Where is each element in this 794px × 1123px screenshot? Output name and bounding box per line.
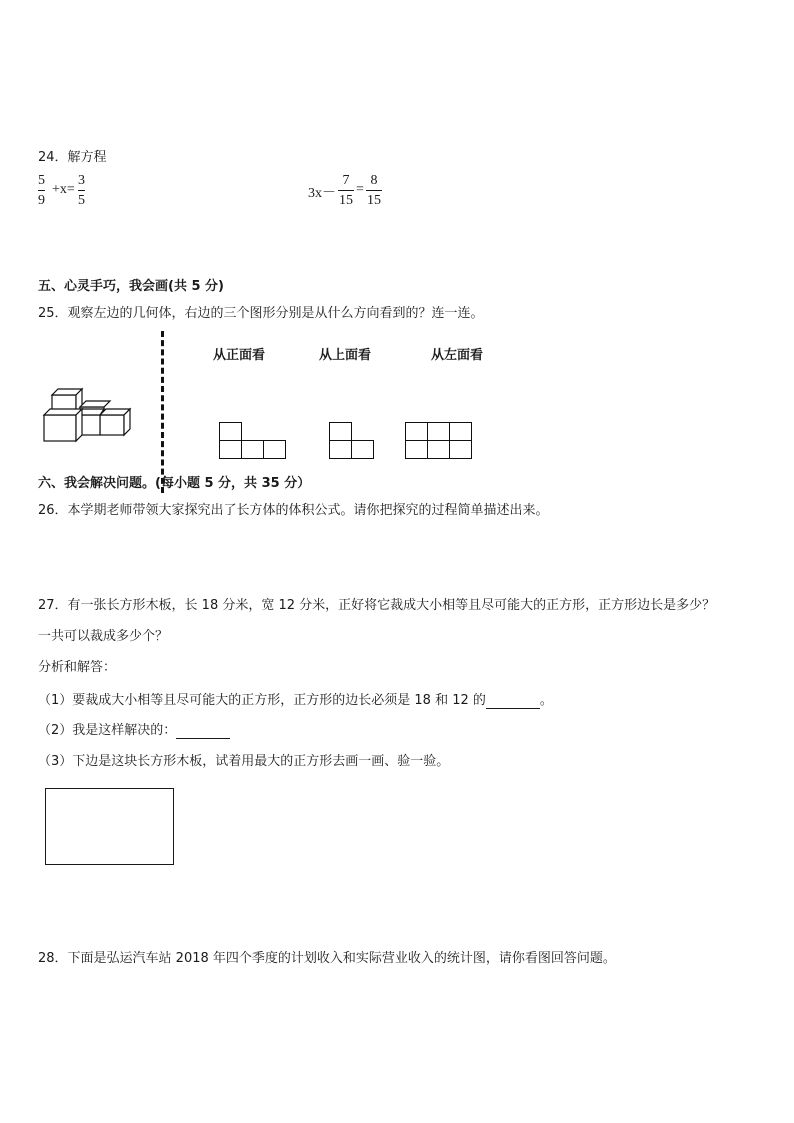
q27-line2: 一共可以裁成多少个？ <box>38 629 169 644</box>
fraction: 5 9 <box>38 173 45 208</box>
view-label-front: 从正面看 <box>213 348 266 363</box>
q24-title: 24．解方程 <box>38 150 107 165</box>
equation-operator: = <box>356 182 364 197</box>
q27-step2: （2）我是这样解决的： <box>38 719 230 739</box>
answer-blank[interactable] <box>176 723 230 739</box>
q25-title: 25．观察左边的几何体，右边的三个图形分别是从什么方向看到的？连一连。 <box>38 306 484 321</box>
equation-operator: +x= <box>52 182 75 197</box>
view-shape-1 <box>219 422 289 462</box>
section-5-heading: 五、心灵手巧，我会画(共 5 分) <box>38 279 224 294</box>
view-label-top: 从上面看 <box>319 348 372 363</box>
view-label-left: 从左面看 <box>431 348 484 363</box>
fraction: 3 5 <box>78 173 85 208</box>
cube-solid-figure <box>40 385 140 445</box>
q28-title: 28．下面是弘运汽车站 2018 年四个季度的计划收入和实际营业收入的统计图，请你看图回答问题。 <box>38 951 616 966</box>
fraction: 8 15 <box>367 173 381 208</box>
fraction: 7 15 <box>339 173 353 208</box>
q27-line1: 27．有一张长方形木板，长 18 分米，宽 12 分米，正好将它裁成大小相等且尽可能大的正方形，正方形边长是多少？ <box>38 598 716 613</box>
section-6-heading: 六、我会解决问题。(每小题 5 分，共 35 分） <box>38 476 311 491</box>
q26-title: 26．本学期老师带领大家探究出了长方体的体积公式。请你把探究的过程简单描述出来。 <box>38 503 549 518</box>
q27-analysis-label: 分析和解答： <box>38 660 117 675</box>
q27-step1: （1）要裁成大小相等且尽可能大的正方形，正方形的边长必须是 18 和 12 的 。 <box>38 693 553 708</box>
view-shape-2 <box>329 422 379 462</box>
equation-prefix: 3x－ <box>308 186 336 201</box>
q27-step3: （3）下边是这块长方形木板，试着用最大的正方形去画一画、验一验。 <box>38 754 450 769</box>
answer-blank[interactable] <box>486 693 540 709</box>
dashed-divider <box>161 331 164 493</box>
wood-board-rectangle[interactable] <box>45 788 174 865</box>
view-shape-3 <box>405 422 475 462</box>
